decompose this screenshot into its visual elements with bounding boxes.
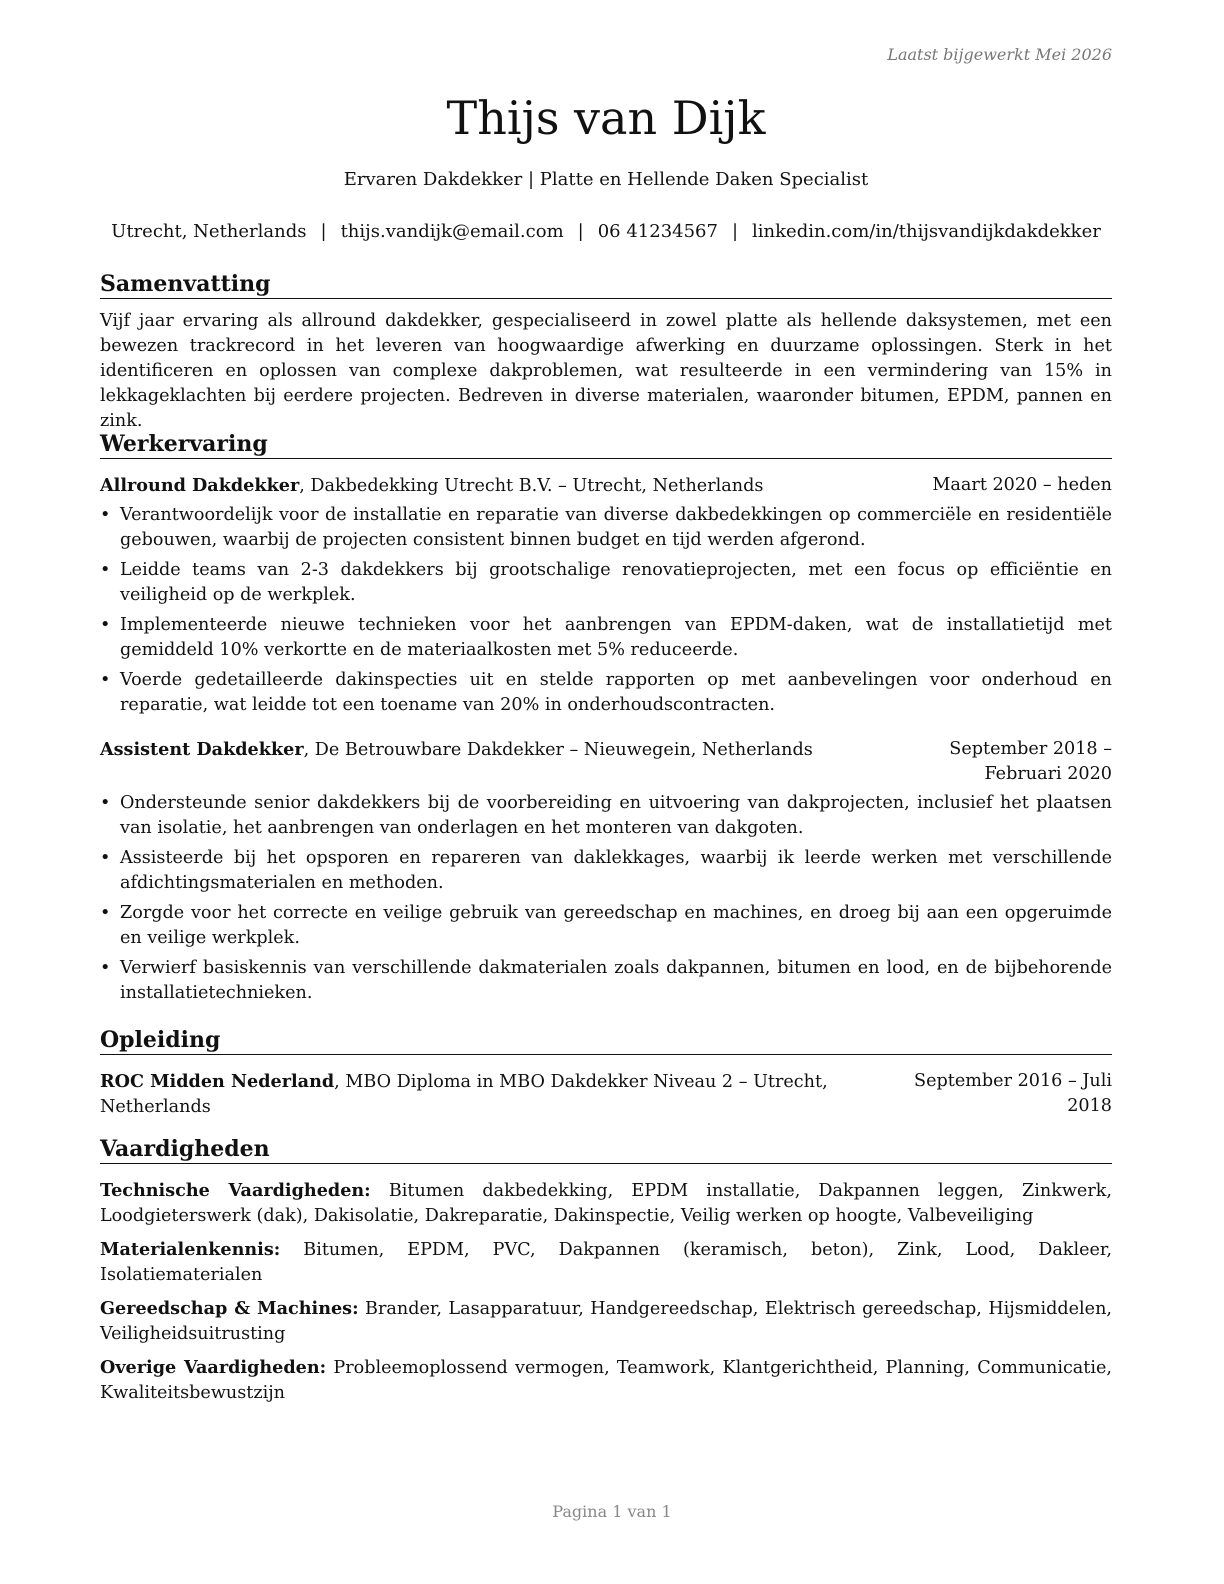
bullet-text: Verantwoordelijk voor de installatie en reparatie van diverse dakbedekkingen op commerciële en residentiële gebouwen, waarbij de projecten consistent binnen budget en tijd werden afgerond. (120, 505, 1112, 550)
bullet-icon: • (100, 615, 111, 635)
bullet-text: Zorgde voor het correcte en veilige gebruik van gereedschap en machines, en droeg bij aan een opgeruimde en veilige werkplek. (120, 903, 1112, 948)
job-bullets (100, 503, 1112, 718)
education-section (100, 1026, 1112, 1120)
page-number: Pagina 1 van 1 (552, 1502, 672, 1521)
bullet-text: Ondersteunde senior dakdekkers bij de voorbereiding en uitvoering van dakprojecten, inclusief het plaatsen van isolatie, het aanbrengen van onderlagen en het monteren van dakgoten. (120, 793, 1112, 838)
bullet-text: Implementeerde nieuwe technieken voor het aanbrengen van EPDM-daken, wat de installatietijd met gemiddeld 10% verkortte en de materiaalkosten met 5% reduceerde. (120, 615, 1112, 660)
education-dates: September 2016 – Juli 2018 (914, 1071, 1112, 1116)
job-header (100, 737, 1112, 787)
skill-label: Gereedschap & Machines: (100, 1298, 359, 1319)
bullet-text: Voerde gedetailleerde dakinspecties uit en stelde rapporten op met aanbevelingen voor onderhoud en reparatie, wat leidde tot een toename van 20% in onderhoudscontracten. (120, 670, 1112, 715)
job-bullets (100, 791, 1112, 1006)
contact-phone: 06 41234567 (597, 221, 718, 242)
bullet-text: Leidde teams van 2-3 dakdekkers bij grootschalige renovatieprojecten, met een focus op efficiëntie en veiligheid op de werkplek. (120, 560, 1112, 605)
job-role: Assistent Dakdekker (100, 739, 304, 760)
experience-title: Werkervaring (100, 430, 1112, 459)
job-dates: Maart 2020 – heden (932, 475, 1112, 495)
summary-title: Samenvatting (100, 270, 1112, 299)
bullet-icon: • (100, 793, 111, 813)
skill-line (100, 1296, 1112, 1347)
list-item (100, 846, 1112, 896)
last-updated: Laatst bijgewerkt Mei 2026 (887, 45, 1112, 64)
skills-title: Vaardigheden (100, 1135, 1112, 1164)
job-role: Allround Dakdekker (100, 475, 300, 496)
bullet-icon: • (100, 505, 111, 525)
job-dates: September 2018 – Februari 2020 (949, 739, 1112, 784)
candidate-name: Thijs van Dijk (446, 91, 766, 145)
education-entry (100, 1069, 1112, 1120)
contact-location: Utrecht, Netherlands (111, 221, 307, 242)
bullet-icon: • (100, 848, 111, 868)
job-header (100, 473, 1112, 499)
bullet-icon: • (100, 560, 111, 580)
job-company: , De Betrouwbare Dakdekker – Nieuwegein, Netherlands (303, 740, 813, 760)
contact-line (100, 220, 1112, 244)
list-item (100, 613, 1112, 663)
list-item (100, 956, 1112, 1006)
list-item (100, 668, 1112, 718)
job-entry (100, 473, 1112, 718)
bullet-icon: • (100, 670, 111, 690)
list-item (100, 558, 1112, 608)
school-name: ROC Midden Nederland (100, 1071, 335, 1092)
degree-detail: , MBO Diploma in MBO Dakdekker Niveau 2 – Utrecht, Netherlands (100, 1072, 828, 1117)
education-title: Opleiding (100, 1026, 1112, 1055)
bullet-text: Verwierf basiskennis van verschillende dakmaterialen zoals dakpannen, bitumen en lood, en de bijbehorende installatietechnieken. (120, 958, 1112, 1003)
skill-label: Overige Vaardigheden: (100, 1357, 327, 1378)
skills-list (100, 1178, 1112, 1406)
headline: Ervaren Dakdekker | Platte en Hellende Daken Specialist (343, 169, 869, 190)
skill-value: Bitumen, EPDM, PVC, Dakpannen (keramisch, beton), Zink, Lood, Dakleer, Isolatiematerialen (100, 1240, 1112, 1285)
skill-line (100, 1355, 1112, 1406)
experience-section (100, 430, 1112, 1011)
skill-value: Bitumen dakbedekking, EPDM installatie, Dakpannen leggen, Zinkwerk, Loodgieterswerk (dak), Dakisolatie, Dakreparatie, Dakinspectie, Veilig werken op hoogte, Valbeveiliging (100, 1181, 1112, 1226)
contact-email[interactable]: thijs.vandijk@email.com (340, 221, 564, 242)
skill-value: Probleemoplossend vermogen, Teamwork, Klantgerichtheid, Planning, Communicatie, Kwaliteitsbewustzijn (100, 1358, 1112, 1403)
skill-line (100, 1178, 1112, 1229)
list-item (100, 791, 1112, 841)
list-item (100, 901, 1112, 951)
bullet-text: Assisteerde bij het opsporen en repareren van daklekkages, waarbij ik leerde werken met verschillende afdichtingsmaterialen en methoden. (120, 848, 1112, 893)
skill-value: Brander, Lasapparatuur, Handgereedschap, Elektrisch gereedschap, Hijsmiddelen, Veiligheidsuitrusting (100, 1299, 1113, 1344)
contact-separator: | (320, 221, 327, 242)
skill-label: Technische Vaardigheden: (100, 1180, 371, 1201)
contact-separator: | (731, 221, 739, 242)
skill-label: Materialenkennis: (100, 1239, 281, 1260)
skills-section (100, 1135, 1112, 1414)
contact-separator: | (577, 221, 584, 242)
skill-line (100, 1237, 1112, 1288)
job-entry (100, 737, 1112, 1006)
bullet-icon: • (100, 958, 111, 978)
list-item (100, 503, 1112, 553)
bullet-icon: • (100, 903, 111, 923)
job-company: , Dakbedekking Utrecht B.V. – Utrecht, Netherlands (299, 476, 764, 496)
contact-linkedin[interactable]: linkedin.com/in/thijsvandijkdakdekker (752, 221, 1101, 242)
summary-text: Vijf jaar ervaring als allround dakdekker, gespecialiseerd in zowel platte als hellende daksystemen, met een bewezen trackrecord in het leveren van hoogwaardige afwerking en duurzame oplossingen. Sterk in het identificeren en oplossen van complexe dakproblemen, wat resulteerde in een vermindering van 15% in lekkageklachten bij eerdere projecten. Bedreven in diverse materialen, waaronder bitumen, EPDM, pannen en zink. (100, 311, 1112, 431)
summary-section (100, 270, 1112, 434)
